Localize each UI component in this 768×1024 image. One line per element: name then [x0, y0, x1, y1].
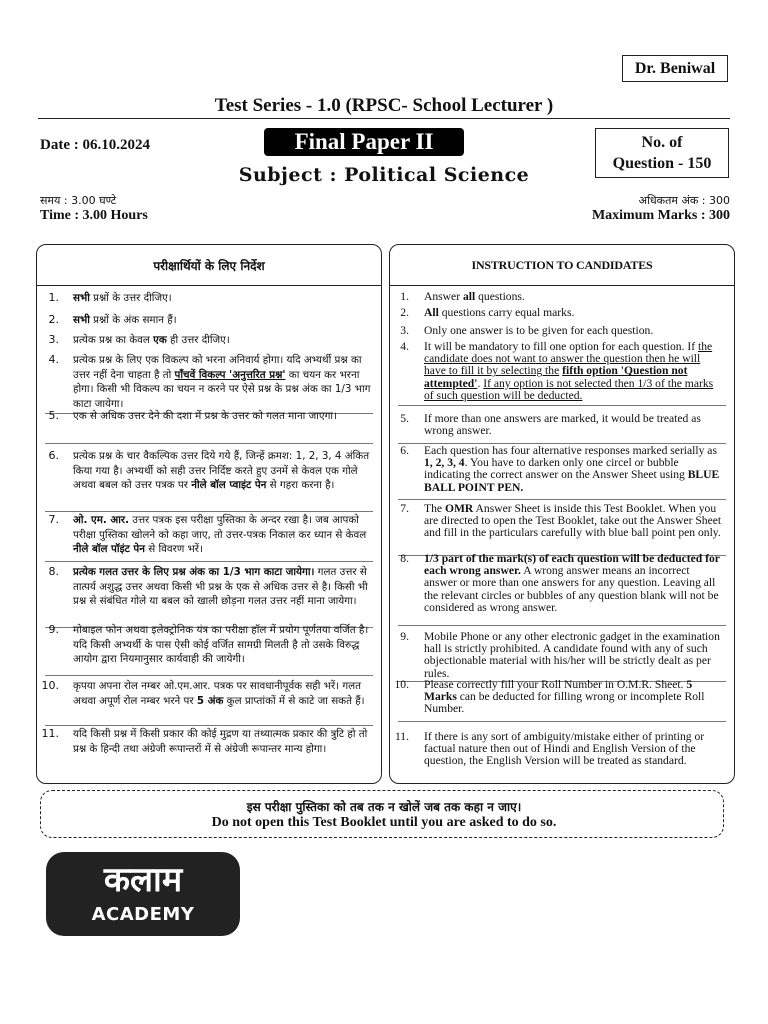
instruction-text: ओ. एम. आर. उत्तर पत्रक इस परीक्षा पुस्तिका के अन्दर रखा है। जब आपको परीक्षा पुस्तिका खोलने को कहा जाए, तो उत्तर-पत्रक निकाल कर ध्यान से केवल नीले बॉल पॉइंट पेन से विवरण भरें।	[73, 514, 367, 556]
instruction-number: 1.	[400, 290, 409, 303]
instruction-number: 6.	[400, 444, 409, 457]
instruction-item	[390, 630, 734, 680]
instruction-text: If there is any sort of ambiguity/mistake either of printing or factual nature then out of Hindi and English Version of the question, the English Version will be treated as standard.	[424, 730, 705, 768]
instruction-number: 2.	[48, 313, 59, 326]
logo-text-hindi: कलाम	[103, 860, 183, 900]
instruction-item	[390, 413, 734, 439]
instruction-text: It will be mandatory to fill one option for each question. If the candidate does not want to answer the question then he will have to fill it by selecting the fifth option 'Question not attempted'. If any option is not selected then 1/3 of the marks of such question will be deducted.	[424, 340, 714, 402]
instruction-item	[37, 409, 381, 439]
instruction-text: सभी प्रश्नों के अंक समान हैं।	[73, 314, 177, 326]
instruction-text: प्रत्येक प्रश्न का केवल एक ही उत्तर दीजिए।	[73, 334, 230, 346]
paper-title-banner: Final Paper II	[264, 128, 464, 156]
instruction-number: 7.	[48, 513, 59, 526]
instruction-item	[390, 307, 734, 319]
instruction-item	[37, 623, 381, 671]
instruction-number: 8.	[400, 552, 409, 565]
instruction-text: The OMR Answer Sheet is inside this Test Booklet. When you are directed to open the Test Booklet, take out the Answer Sheet and fill in the particulars carefully with blue ball point pen only.	[424, 502, 722, 540]
emphasis-text: नीले बॉल पॉइंट पेन	[73, 543, 145, 556]
instruction-number: 5.	[400, 412, 409, 425]
instruction-number: 3.	[48, 333, 59, 346]
instruction-number: 1.	[48, 291, 59, 304]
emphasis-text: सभी	[73, 292, 90, 304]
max-marks-hindi: अधिकतम अंक : 300	[638, 194, 730, 207]
item-separator	[398, 499, 726, 500]
instruction-number: 11.	[394, 730, 409, 743]
instruction-item	[390, 731, 734, 781]
item-separator	[398, 625, 726, 626]
emphasis-text: BLUE BALL POINT PEN.	[424, 468, 720, 494]
emphasis-text: 1/3 part of the mark(s) of each question will be deducted for each wrong answer.	[424, 552, 720, 578]
emphasis-text: नीले बॉल प्वाइंट पेन	[191, 479, 267, 492]
instruction-number: 4.	[400, 340, 409, 353]
emphasis-text: All	[424, 306, 439, 319]
instruction-number: 4.	[48, 353, 59, 366]
emphasis-text: OMR	[444, 502, 474, 515]
emphasis-text: the candidate does not want to answer the question then he will have to fill it by selecting the	[424, 340, 713, 378]
instruction-text: 1/3 part of the mark(s) of each question will be deducted for each wrong answer. A wrong answer means an incorrect answer or more than one answers for any question. Leaving all the relevant circles or bubbles of any question blank will not be considered as wrong answer.	[424, 552, 720, 614]
instruction-number: 10.	[41, 679, 59, 692]
emphasis-text: पाँचवें विकल्प 'अनुत्तरित प्रश्न'	[174, 368, 286, 381]
instruction-text: मोबाइल फोन अथवा इलेक्ट्रोनिक यंत्र का परीक्षा हॉल में प्रयोग पूर्णतया वर्जित है। यदि किसी अभ्यर्थी के पास ऐसी कोई वर्जित सामग्री मिलती है तो उसके विरुद्ध आयोग द्वारा नियमानुसार कार्यवाही की जायेगी।	[73, 624, 369, 666]
instruction-item	[390, 341, 734, 401]
question-count-label: No. of	[641, 134, 683, 151]
hindi-instructions-heading: परीक्षार्थियों के लिए निर्देश	[37, 245, 381, 286]
instruction-number: 10.	[394, 678, 409, 691]
author-box: Dr. Beniwal	[622, 55, 728, 82]
instruction-item	[37, 333, 381, 347]
emphasis-text: 1, 2, 3, 4	[424, 456, 465, 470]
instruction-number: 8.	[48, 565, 59, 578]
header-divider	[38, 118, 730, 119]
instruction-item	[37, 313, 381, 327]
emphasis-text: 5 अंक	[196, 694, 224, 707]
emphasis-text: 5 Marks	[424, 678, 693, 704]
instruction-item	[390, 291, 734, 303]
item-separator	[45, 561, 373, 562]
instruction-number: 9.	[48, 623, 59, 636]
item-separator	[398, 405, 726, 406]
instruction-number: 11.	[41, 727, 59, 740]
max-marks-english: Maximum Marks : 300	[591, 208, 730, 223]
logo-text-english: ACADEMY	[91, 904, 195, 925]
instruction-text: कृपया अपना रोल नम्बर ओ.एम.आर. पत्रक पर सावधानीपूर्वक सही भरें। गलत अथवा अपूर्ण रोल नम्बर भरने पर 5 अंक कुल प्राप्तांकों में से काटे जा सकते हैं।	[73, 680, 365, 707]
instruction-text: Each question has four alternative responses marked serially as 1, 2, 3, 4. You have to darken only one circel or bubble indicating the correct answer on the Answer Sheet using BLUE BALL POINT PEN.	[424, 444, 720, 494]
emphasis-text: all	[462, 290, 476, 303]
instruction-text: प्रत्येक प्रश्न के चार वैकल्पिक उत्तर दिये गये हैं, जिन्हें क्रमश: 1, 2, 3, 4 अंकित किया गया है। अभ्यर्थी को सही उत्तर निर्दिष्ट करते हुए उनमें से केवल एक गोले अथवा बबल को उत्तर पत्रक पर नीले बॉल प्वाइंट पेन से गहरा करना है।	[73, 450, 370, 492]
instruction-item	[37, 513, 381, 557]
instruction-text: All questions carry equal marks.	[424, 306, 575, 319]
hindi-instructions-panel	[36, 244, 382, 784]
emphasis-text: fifth option 'Question not attempted'	[424, 364, 688, 390]
emphasis-text: प्रत्येक गलत उत्तर के लिए प्रश्न अंक का 1/3 भाग काटा जायेगा।	[73, 566, 315, 578]
instruction-item	[37, 449, 381, 507]
instruction-item	[37, 291, 381, 305]
emphasis-text: एक	[153, 334, 167, 346]
time-hindi: समय : 3.00 घण्टे	[40, 194, 117, 207]
instruction-item	[390, 679, 734, 717]
instruction-item	[37, 679, 381, 721]
instruction-number: 9.	[400, 630, 409, 643]
time-english: Time : 3.00 Hours	[40, 208, 148, 223]
instruction-item	[37, 353, 381, 409]
subject-title: Subject : Political Science	[238, 164, 530, 186]
instruction-text: प्रत्येक प्रश्न के लिए एक विकल्प को भरना अनिवार्य होगा। यदि अभ्यर्थी प्रश्न का उत्तर नहीं देना चाहता है तो पाँचवें विकल्प 'अनुत्तरित प्रश्न' का चयन कर भरना होगा। किसी भी विकल्प का चयन न करने पर ऐसे प्रश्न के प्रश्न अंक का 1/3 भाग काटा जायेगा।	[73, 354, 371, 410]
notice-english: Do not open this Test Booklet until you are asked to do so.	[211, 815, 557, 830]
instruction-text: एक से अधिक उत्तर देने की दशा में प्रश्न के उत्तर को गलत माना जाएगा।	[73, 410, 337, 422]
emphasis-text: If any option is not selected then 1/3 of the marks of such question will be deducted.	[424, 376, 714, 402]
instruction-item	[390, 445, 734, 495]
instruction-text: Please correctly fill your Roll Number in O.M.R. Sheet. 5 Marks can be deducted for filling wrong or incomplete Roll Number.	[424, 678, 705, 716]
instruction-number: 5.	[48, 409, 59, 422]
exam-date: Date : 06.10.2024	[40, 137, 150, 153]
instruction-number: 7.	[400, 502, 409, 515]
instruction-number: 2.	[400, 306, 409, 319]
instruction-item	[37, 727, 381, 771]
instruction-item	[390, 325, 734, 337]
instruction-item	[37, 565, 381, 623]
instruction-text: Mobile Phone or any other electronic gadget in the examination hall is strictly prohibited. A candidate found with any of such objectionable material with his/her will be strictly dealt as per rules.	[424, 630, 720, 680]
instruction-text: यदि किसी प्रश्न में किसी प्रकार की कोई मुद्रण या तथ्यात्मक प्रकार की त्रुटि हो तो प्रश्न के हिन्दी तथा अंग्रेजी रूपान्तरों में से अंग्रेजी रूपान्तर मान्य होगा।	[73, 728, 368, 755]
item-separator	[398, 721, 726, 722]
series-title: Test Series - 1.0 (RPSC- School Lecturer )	[214, 95, 554, 116]
item-separator	[45, 725, 373, 726]
english-instructions-heading: INSTRUCTION TO CANDIDATES	[390, 245, 734, 286]
instruction-text: Answer all questions.	[424, 290, 525, 303]
instruction-item	[390, 553, 734, 621]
item-separator	[45, 675, 373, 676]
emphasis-text: ओ. एम. आर.	[73, 514, 130, 526]
instruction-number: 6.	[48, 449, 59, 462]
item-separator	[45, 511, 373, 512]
instruction-number: 3.	[400, 324, 409, 337]
instruction-text: सभी प्रश्नों के उत्तर दीजिए।	[73, 292, 172, 304]
english-instructions-panel	[389, 244, 735, 784]
kalam-academy-logo	[46, 852, 240, 936]
instruction-text: Only one answer is to be given for each question.	[424, 324, 654, 337]
question-count-value: Question - 150	[612, 155, 712, 172]
instruction-text: If more than one answers are marked, it would be treated as wrong answer.	[424, 412, 701, 438]
instruction-item	[390, 503, 734, 551]
instruction-text: प्रत्येक गलत उत्तर के लिए प्रश्न अंक का 1/3 भाग काटा जायेगा। गलत उत्तर से तात्पर्य अशुद्ध उत्तर अथवा किसी भी प्रश्न के एक से अधिक उत्तर से है। किसी भी प्रश्न से संबंधित गोले या बबल को खाली छोड़ना गलत उत्तर नहीं माना जायेगा।	[73, 566, 368, 608]
notice-hindi: इस परीक्षा पुस्तिका को तब तक न खोलें जब तक कहा न जाए।	[246, 800, 522, 814]
emphasis-text: सभी	[73, 314, 90, 326]
item-separator	[45, 443, 373, 444]
